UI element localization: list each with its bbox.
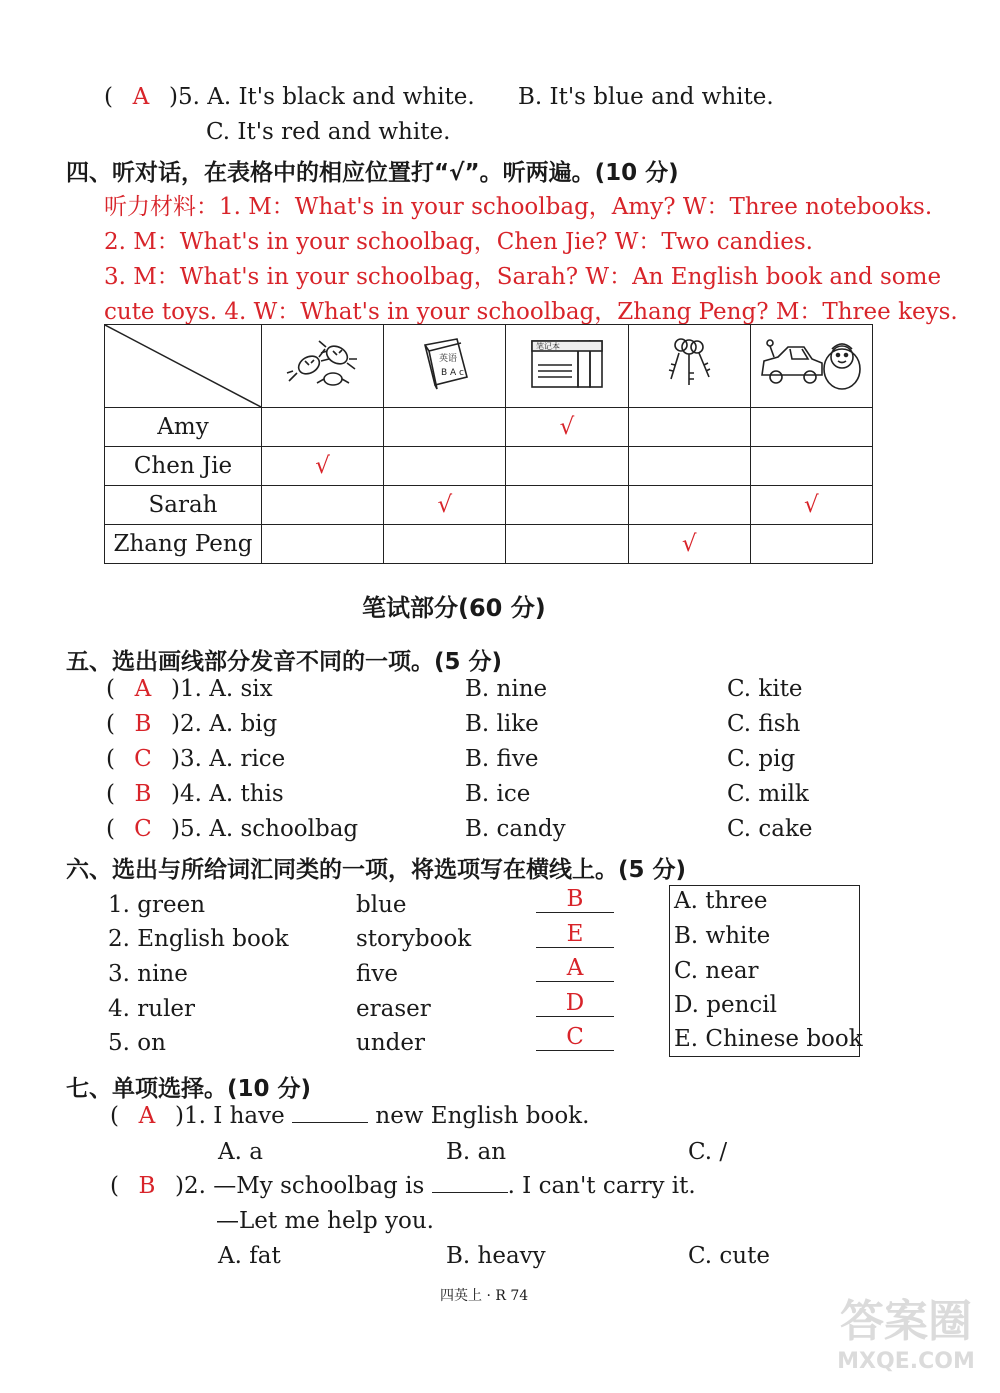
word-2: under <box>356 1030 425 1056</box>
answer-mark: B <box>138 1173 156 1199</box>
answer-mark: A <box>132 84 150 110</box>
option-c: C. kite <box>727 676 803 702</box>
word-1: 1. green <box>108 892 206 918</box>
check-cell <box>750 408 872 447</box>
english-book-icon <box>384 325 506 408</box>
answer-mark: C <box>134 746 152 772</box>
section6-heading: 六、选出与所给词汇同类的一项，将选项写在横线上。(5 分) <box>66 857 687 883</box>
student-name: Zhang Peng <box>105 525 262 564</box>
answer-mark: A <box>138 1103 156 1129</box>
answer-line: D <box>536 990 614 1017</box>
answer-line: C <box>536 1024 614 1051</box>
svg-text:笔记本: 笔记本 <box>535 342 560 351</box>
option-item: A. three <box>674 888 768 914</box>
section4-heading: 四、听对话，在表格中的相应位置打“√”。听两遍。(10 分) <box>66 160 679 186</box>
word-2: blue <box>356 892 407 918</box>
option-a: A. this <box>209 781 284 807</box>
blank <box>432 1192 508 1193</box>
option-item: B. white <box>674 923 771 949</box>
option-c: C. pig <box>727 746 796 772</box>
answer-line: E <box>536 921 614 948</box>
check-cell <box>384 408 506 447</box>
option-a: A. big <box>209 711 278 737</box>
word-1: 3. nine <box>108 961 188 987</box>
word-1: 4. ruler <box>108 996 196 1022</box>
option-b: B. an <box>446 1139 507 1165</box>
option-c: C. milk <box>727 781 809 807</box>
option-c: C. / <box>688 1139 728 1165</box>
toys-icon <box>750 325 872 408</box>
option-a: A. schoolbag <box>209 816 359 842</box>
q2-stem: ( B )2. —My schoolbag is . I can't carry it. <box>110 1173 696 1199</box>
table-row <box>105 447 873 486</box>
answer-mark: A <box>134 676 152 702</box>
check-cell: √ <box>628 525 750 564</box>
check-cell <box>262 408 384 447</box>
list-item: ( A )1. A. six <box>106 676 273 702</box>
option-a: A. rice <box>209 746 286 772</box>
option-a: A. It's black and white. <box>207 84 475 110</box>
check-cell <box>750 447 872 486</box>
written-part-title: 笔试部分(60 分) <box>362 594 546 622</box>
table-row <box>105 408 873 447</box>
options-box <box>669 885 863 1057</box>
section5-heading: 五、选出画线部分发音不同的一项。(5 分) <box>66 649 503 675</box>
option-b: B. candy <box>465 816 566 842</box>
check-cell <box>628 447 750 486</box>
candy-icon <box>262 325 384 408</box>
q5-line1: ( A )5. A. It's black and white. <box>104 84 475 110</box>
option-b: B. five <box>465 746 539 772</box>
check-cell: √ <box>506 408 628 447</box>
check-cell <box>506 486 628 525</box>
option-b: B. heavy <box>446 1243 546 1269</box>
check-cell <box>262 486 384 525</box>
option-a: A. a <box>218 1139 263 1165</box>
svg-text:B A c: B A c <box>440 368 464 378</box>
table-row <box>105 486 873 525</box>
check-cell <box>384 447 506 486</box>
check-cell: √ <box>750 486 872 525</box>
answer-mark: C <box>134 816 152 842</box>
option-c: C. cake <box>727 816 813 842</box>
option-a: A. fat <box>218 1243 281 1269</box>
list-item: ( C )3. A. rice <box>106 746 286 772</box>
check-cell <box>628 408 750 447</box>
student-name: Sarah <box>105 486 262 525</box>
check-cell <box>628 486 750 525</box>
word-1: 5. on <box>108 1030 166 1056</box>
section7-heading: 七、单项选择。(10 分) <box>66 1076 312 1102</box>
option-item: C. near <box>674 958 759 984</box>
listening-material-4: cute toys. 4. W：What's in your schoolbag，Zhang Peng? M：Three keys. <box>104 299 958 325</box>
table-row <box>105 525 873 564</box>
option-b: B. It's blue and white. <box>518 84 774 110</box>
answer-line: A <box>536 955 614 982</box>
option-c: C. cute <box>688 1243 770 1269</box>
check-cell <box>506 447 628 486</box>
listening-material-3: 3. M：What's in your schoolbag，Sarah? W：An English book and some <box>104 264 942 290</box>
watermark-logo: 答案圈 MXQE.COM <box>837 1296 975 1374</box>
option-c: C. It's red and white. <box>206 119 451 145</box>
word-2: eraser <box>356 996 431 1022</box>
student-name: Chen Jie <box>105 447 262 486</box>
list-item: ( C )5. A. schoolbag <box>106 816 359 842</box>
answer-mark: B <box>134 781 152 807</box>
svg-text:英语: 英语 <box>438 354 457 364</box>
word-2: five <box>356 961 398 987</box>
listening-material-2: 2. M：What's in your schoolbag，Chen Jie? W：Two candies. <box>104 229 813 255</box>
option-c: C. fish <box>727 711 801 737</box>
student-name: Amy <box>105 408 262 447</box>
listening-table <box>104 324 873 564</box>
list-item: ( B )4. A. this <box>106 781 284 807</box>
page-footer: 四英上 · R 74 <box>440 1288 529 1304</box>
option-item: E. Chinese book <box>674 1026 863 1052</box>
blank <box>292 1122 368 1123</box>
q2-reply: —Let me help you. <box>216 1208 434 1234</box>
q1-stem: ( A )1. I have new English book. <box>110 1103 590 1129</box>
answer-line: B <box>536 886 614 913</box>
check-cell <box>262 525 384 564</box>
check-cell <box>384 525 506 564</box>
option-b: B. ice <box>465 781 531 807</box>
list-item: ( B )2. A. big <box>106 711 278 737</box>
listening-material-1: 听力材料：1. M：What's in your schoolbag，Amy? W：Three notebooks. <box>104 194 933 220</box>
option-b: B. nine <box>465 676 548 702</box>
check-cell <box>750 525 872 564</box>
diagonal-header-cell <box>105 325 262 408</box>
word-1: 2. English book <box>108 926 289 952</box>
keys-icon <box>628 325 750 408</box>
option-item: D. pencil <box>674 992 777 1018</box>
check-cell <box>506 525 628 564</box>
option-b: B. like <box>465 711 539 737</box>
answer-mark: B <box>134 711 152 737</box>
word-2: storybook <box>356 926 472 952</box>
check-cell: √ <box>262 447 384 486</box>
notebooks-icon <box>506 325 628 408</box>
option-a: A. six <box>209 676 273 702</box>
check-cell: √ <box>384 486 506 525</box>
